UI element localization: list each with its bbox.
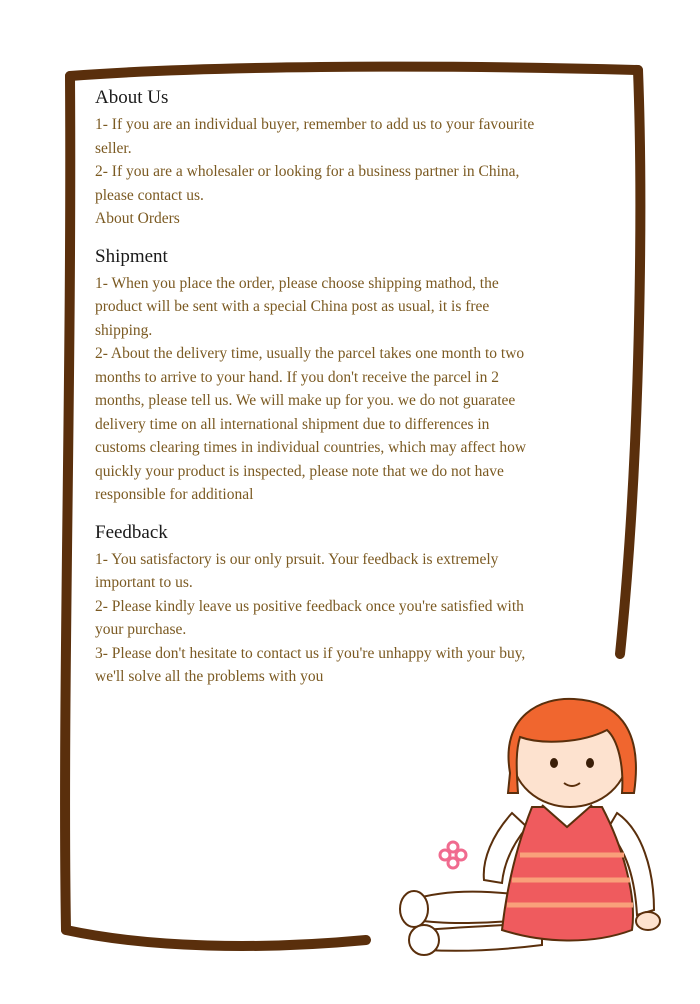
about-us-item-1: 1- If you are an individual buyer, remember to add us to your favourite seller. [95,116,535,157]
feedback-heading: Feedback [95,521,168,543]
feedback-item-1: 1- You satisfactory is our only prsuit. Your feedback is extremely important to us. [95,550,499,591]
about-us-heading: About Us [95,87,169,108]
shipment-item-2: 2- About the delivery time, usually the parcel takes one month to two months to arrive to your hand. If you don't receive the parcel in 2 months, please tell us. We will make up for you. we do not guaratee delivery time on all international shipment due to differences in customs clearing times in individual countries, which may affect how quickly your product is inspected, please note that we do not have responsible for additional [95,345,527,503]
flower-icon [440,842,466,868]
about-orders-label: About Orders [95,210,180,227]
about-us-item-2: 2- If you are a wholesaler or looking for a business partner in China, please contact us. [95,163,520,204]
feedback-section [95,521,535,689]
about-us-section [95,86,535,231]
shipment-section [95,245,535,507]
letter-content [95,86,535,703]
frame-top-edge [70,67,638,76]
frame-right-edge [620,70,640,654]
frame-bottom-edge [66,930,366,946]
cartoon-girl-illustration [392,695,682,965]
frame-left-edge [65,76,70,930]
shipment-item-1: 1- When you place the order, please choose shipping mathod, the product will be sent with a special China post as usual, it is free shipping. [95,274,499,339]
shipment-heading: Shipment [95,245,168,267]
feedback-item-3: 3- Please don't hesitate to contact us if you're unhappy with your buy, we'll solve all the problems with you [95,644,526,685]
feedback-item-2: 2- Please kindly leave us positive feedback once you're satisfied with your purchase. [95,597,524,638]
